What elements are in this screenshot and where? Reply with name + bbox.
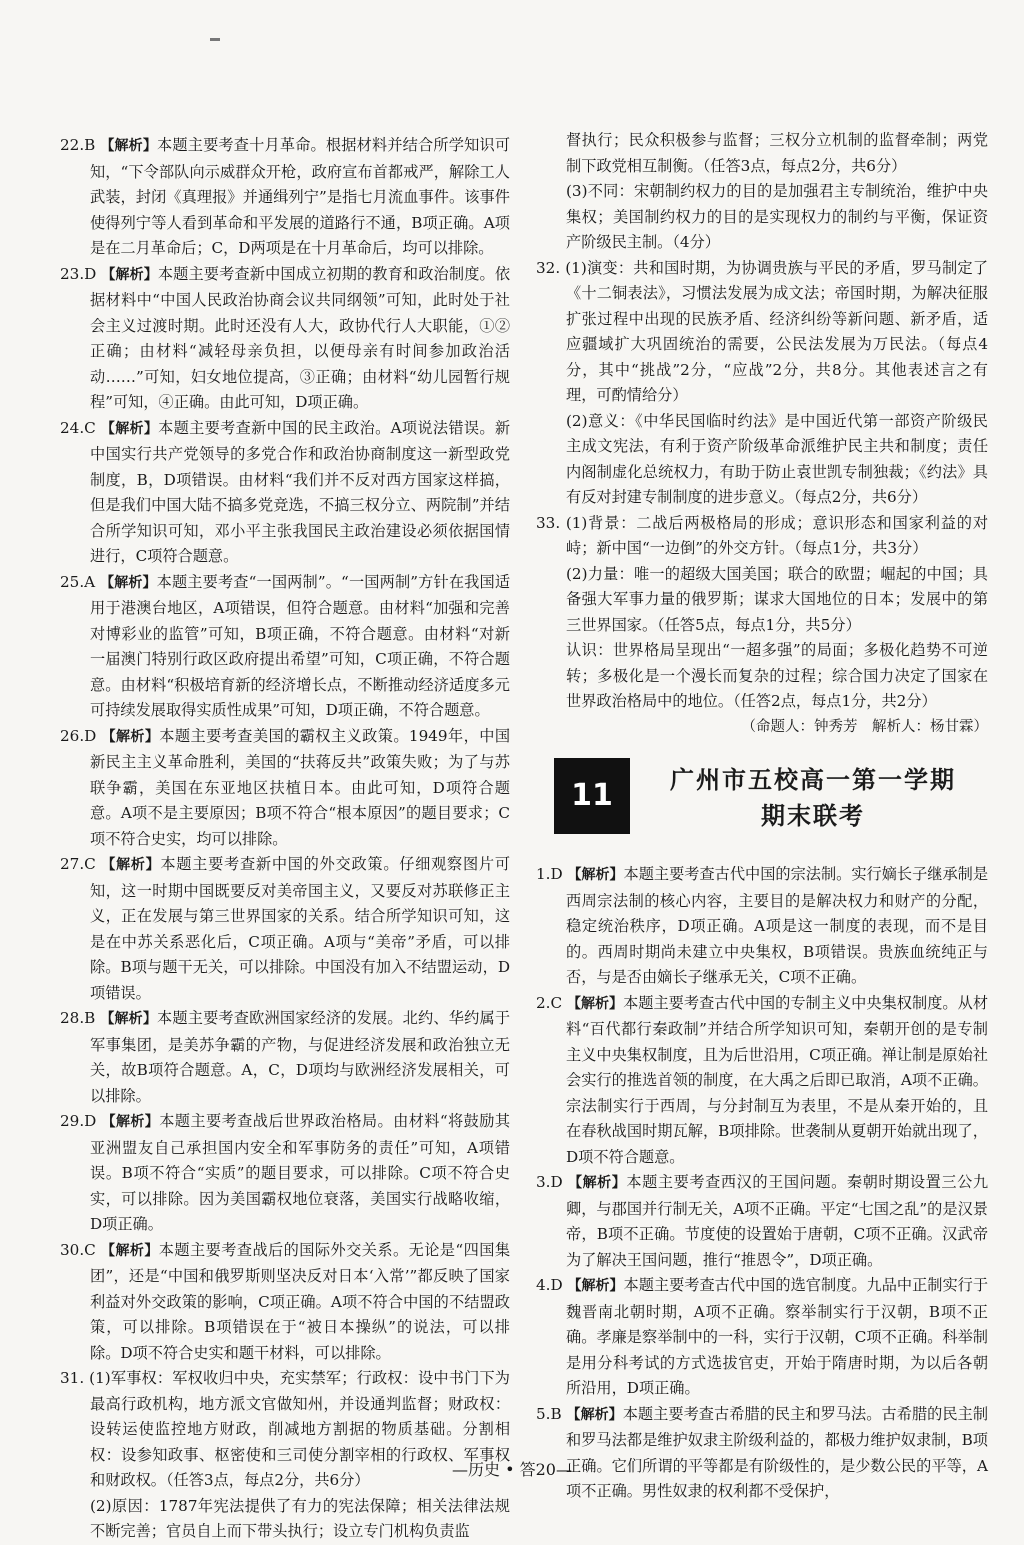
analysis-tag: 【解析】 (101, 1114, 160, 1130)
scan-mark (210, 38, 220, 41)
answer-text: 本题主要考查十月革命。根据材料并结合所学知识可知，“下令部队向示威群众开枪，政府宣布首都戒严，解除工人武装，封闭《真理报》并通缉列宁”是指七月流血事件。该事件使得列宁等人看到革命和平发展的道路行不通，B项正确。A项是在二月革命后；C，D两项是在十月革命后，均可以排除。 (90, 136, 511, 257)
answer-item (536, 638, 988, 715)
analysis-tag: 【解析】 (100, 420, 159, 437)
answer-text: 本题主要考查战后世界政治格局。由材料“将鼓励其亚洲盟友自己承担国内安全和军事防务的责任”可知，A项错误。B项不符合“实质”的题目要求，可以排除。C项不符合史实，可以排除。因为美国霸权地位衰落，美国实行战略收缩，D项正确。 (90, 1112, 511, 1233)
answer-item (536, 562, 988, 639)
answer-item (536, 1273, 988, 1402)
answer-text: 本题主要考查欧洲国家经济的发展。北约、华约属于军事集团，是美苏争霸的产物，与促进经济发展和政治独立无关，故B项符合题意。A，C，D项均与欧洲经济发展相关，可以排除。 (90, 1009, 511, 1105)
question-number: 23.D (60, 264, 97, 283)
answer-item (536, 128, 988, 179)
question-number: 30.C (60, 1240, 96, 1259)
question-number: 32. (536, 258, 561, 277)
answer-text: (2)原因：1787年宪法提供了有力的宪法保障；相关法律法规不断完善；官员自上而下带头执行；设立专门机构负责监 (90, 1496, 510, 1540)
answer-text: (2)力量：唯一的超级大国美国；联合的欧盟；崛起的中国；具备强大军事力量的俄罗斯；谋求大国地位的日本；发展中的第三世界国家。（任答5点，每点1分，共5分） (566, 564, 988, 634)
answer-text: 认识：世界格局呈现出“一超多强”的局面；多极化趋势不可逆转；多极化是一个漫长而复杂的过程；综合国力决定了国家在世界政治格局中的地位。（任答2点，每点1分，共2分） (566, 641, 988, 710)
answer-item (60, 1109, 510, 1238)
right-bottom-answers (536, 862, 988, 1505)
answer-item (536, 511, 988, 562)
answer-item (60, 1238, 510, 1367)
answer-item (536, 256, 988, 409)
question-number: 2.C (536, 993, 563, 1012)
page-footer: —历史 • 答20— (452, 1460, 572, 1479)
section-number-badge: 11 (554, 758, 630, 834)
analysis-tag: 【解析】 (100, 138, 157, 154)
answer-text: 本题主要考查古代中国的专制主义中央集权制度。从材料“百代都行秦政制”并结合所学知识可知，秦朝开创的是专制主义中央集权制度，且为后世沿用，C项正确。禅让制是原始社会实行的推选首领的制度，在大禹之后即已取消，A项不正确。宗法制实行于西周，与分封制互为表里，不是从秦开始的，且在春秋战国时期瓦解，B项排除。世袭制从夏朝开始就出现了，D项不符合题意。 (566, 993, 989, 1166)
analysis-tag: 【解析】 (100, 1011, 157, 1027)
answer-text: 本题主要考查新中国的外交政策。仔细观察图片可知，这一时期中国既要反对美帝国主义，又要反对苏联修正主义，正在发展与第三世界国家的关系。结合所学知识可知，这是在中苏关系恶化后，C项正确。A项与“美帝”矛盾，可以排除。B项与题干无关，可以排除。中国没有加入不结盟运动，D项错误。 (90, 855, 511, 1002)
answer-text: 本题主要考查西汉的王国问题。秦朝时期设置三公九卿，与郡国并行制无关，A项不正确。平定“七国之乱”的是汉景帝，B项不正确。节度使的设置始于唐朝，C项不正确。汉武帝为了解决王国问题，推行“推恩令”，D项正确。 (566, 1173, 988, 1269)
answer-text: (1)演变：共和国时期，为协调贵族与平民的矛盾，罗马制定了《十二铜表法》，习惯法发展为成文法；帝国时期，为解决征服扩张过程中出现的民族矛盾、经济纠纷等新问题、新矛盾，适应疆域扩大巩固统治的需要，公民法发展为万民法。（每点4分，其中“挑战”2分，“应战”2分，共8分。其他表述言之有理，可酌情给分） (565, 258, 989, 404)
question-number: 25.A (60, 572, 96, 591)
question-number: 5.B (536, 1404, 562, 1423)
answer-item (60, 133, 510, 262)
question-number: 26.D (60, 726, 97, 745)
answer-item (536, 1402, 988, 1505)
answer-item (536, 409, 988, 511)
section-title-line2: 期末联考 (761, 802, 865, 830)
answer-item (60, 1494, 510, 1545)
answer-item (536, 991, 988, 1171)
analysis-tag: 【解析】 (101, 857, 161, 873)
section-banner (536, 748, 988, 858)
answer-item (536, 1170, 988, 1273)
answer-item (536, 179, 988, 256)
analysis-tag: 【解析】 (101, 1242, 159, 1259)
question-number: 29.D (60, 1112, 97, 1130)
answer-text: 本题主要考查古代中国的宗法制。实行嫡长子继承制是西周宗法制的核心内容，主要目的是解决权力和财产的分配，稳定统治秩序，D项正确。A项是这一制度的表现，而不是目的。西周时期尚未建立中央集权，B项错误。贵族血统纯正与否，与是否由嫡长子继承无关，C项不正确。 (566, 865, 988, 986)
analysis-tag: 【解析】 (567, 867, 624, 883)
question-number: 33. (536, 513, 561, 532)
answer-text: 本题主要考查古希腊的民主和罗马法。古希腊的民主制和罗马法都是维护奴隶主阶级利益的，都极力维护奴隶制，B项正确。它们所谓的平等都是有阶级性的，是少数公民的平等，A项不正确。男性奴隶的权利都不受保护， (566, 1404, 989, 1500)
analysis-tag: 【解析】 (100, 574, 157, 591)
answer-text: (2)意义：《中华民国临时约法》是中国近代第一部资产阶级民主成文宪法，有利于资产阶级革命派维护民主共和制度；责任内阁制虚化总统权力，有助于防止袁世凯专制独裁；《约法》具有反对封建专制制度的进步意义。（每点2分，共6分） (566, 411, 988, 506)
question-number: 4.D (536, 1276, 563, 1294)
section-title (648, 762, 978, 834)
question-number: 28.B (60, 1009, 96, 1027)
analysis-tag: 【解析】 (568, 1175, 627, 1191)
question-number: 22.B (60, 136, 96, 154)
analysis-tag: 【解析】 (101, 728, 160, 745)
answer-item (60, 262, 510, 416)
question-number: 24.C (60, 418, 96, 437)
answer-item (60, 724, 510, 853)
analysis-tag: 【解析】 (567, 1278, 624, 1294)
answer-item (60, 852, 510, 1006)
answer-item (60, 1006, 510, 1109)
answer-item (60, 416, 510, 570)
analysis-tag: 【解析】 (566, 1406, 623, 1423)
right-column (536, 128, 988, 1505)
question-number: 1.D (536, 865, 563, 883)
analysis-tag: 【解析】 (101, 266, 158, 283)
answer-item (536, 862, 988, 991)
question-number: 27.C (60, 855, 96, 873)
right-top-answers (536, 128, 988, 715)
answer-text: (1)军事权：军权收归中央，充实禁军；行政权：设中书门下为最高行政机构，地方派文官做知州，并设通判监督；财政权：设转运使监控地方财政，削减地方割据的物质基础。分割相权：设参知政事、枢密使和三司使分割宰相的行政权、军事权和财政权。（任答3点，每点2分，共6分） (89, 1369, 510, 1489)
answer-text: 本题主要考查新中国的民主政治。A项说法错误。新中国实行共产党领导的多党合作和政治协商制度这一新型政党制度，B，D项错误。由材料“我们并不反对西方国家这样搞，但是我们中国大陆不搞多党竞选，不搞三权分立、两院制”并结合所学知识可知，邓小平主张我国民主政治建设必须依据国情进行，C项符合题意。 (90, 418, 511, 565)
left-column (60, 133, 510, 1545)
question-number: 31. (60, 1369, 85, 1387)
answer-text: (1)背景：二战后两极格局的形成；意识形态和国家利益的对峙；新中国“一边倒”的外交方针。（每点1分，共3分） (565, 513, 989, 557)
author-credit: （命题人：钟秀芳 解析人：杨甘霖） (741, 718, 988, 735)
answer-text: 本题主要考查“一国两制”。“一国两制”方针在我国适用于港澳台地区，A项错误，但符合题意。由材料“加强和完善对博彩业的监管”可知，B项正确，不符合题意。由材料“对新一届澳门特别行政区政府提出希望”可知，C项正确，不符合题意。由材料“积极培育新的经济增长点，不断推动经济适度多元可持续发展取得实质性成果”可知，D项正确，不符合题意。 (90, 572, 511, 719)
section-title-line1: 广州市五校高一第一学期 (670, 766, 956, 794)
analysis-tag: 【解析】 (566, 995, 624, 1012)
answer-item (60, 570, 510, 724)
answer-text: 本题主要考查美国的霸权主义政策。1949年，中国新民主主义革命胜利，美国的“扶蒋反共”政策失败；为了与苏联争霸，美国在东亚地区扶植日本。由此可知，D项符合题意。A项不是主要原因；B项不符合“根本原因”的题目要求；C项不符合史实，均可以排除。 (90, 726, 511, 848)
answer-text: 本题主要考查战后的国际外交关系。无论是“四国集团”，还是“中国和俄罗斯则坚决反对日本‘入常’”都反映了国家利益对外交政策的影响，C项正确。A项不符合中国的不结盟政策，可以排除。B项错误在于“被日本操纵”的说法，可以排除。D项不符合史实和题干材料，可以排除。 (90, 1240, 511, 1362)
answer-text: (3)不同：宋朝制约权力的目的是加强君主专制统治，维护中央集权；美国制约权力的目的是实现权力的制约与平衡，保证资产阶级民主制。（4分） (566, 182, 988, 251)
answer-text: 督执行；民众积极参与监督；三权分立机制的监督牵制；两党制下政党相互制衡。（任答3点，每点2分，共6分） (566, 131, 988, 175)
answer-text: 本题主要考查新中国成立初期的教育和政治制度。依据材料中“中国人民政治协商会议共同纲领”可知，此时处于社会主义过渡时期。此时还没有人大，政协代行人大职能，①②正确；由材料“减轻母亲负担，以便母亲有时间参加政治活动……”可知，妇女地位提高，③正确；由材料“幼儿园暂行规程”可知，④正确。由此可知，D项正确。 (90, 264, 511, 411)
question-number: 3.D (536, 1173, 563, 1191)
answer-text: 本题主要考查古代中国的选官制度。九品中正制实行于魏晋南北朝时期，A项不正确。察举制实行于汉朝，B项不正确。孝廉是察举制中的一科，实行于汉朝，C项不正确。科举制是用分科考试的方式选拔官吏，开始于隋唐时期，为以后各朝所沿用，D项正确。 (566, 1276, 988, 1397)
